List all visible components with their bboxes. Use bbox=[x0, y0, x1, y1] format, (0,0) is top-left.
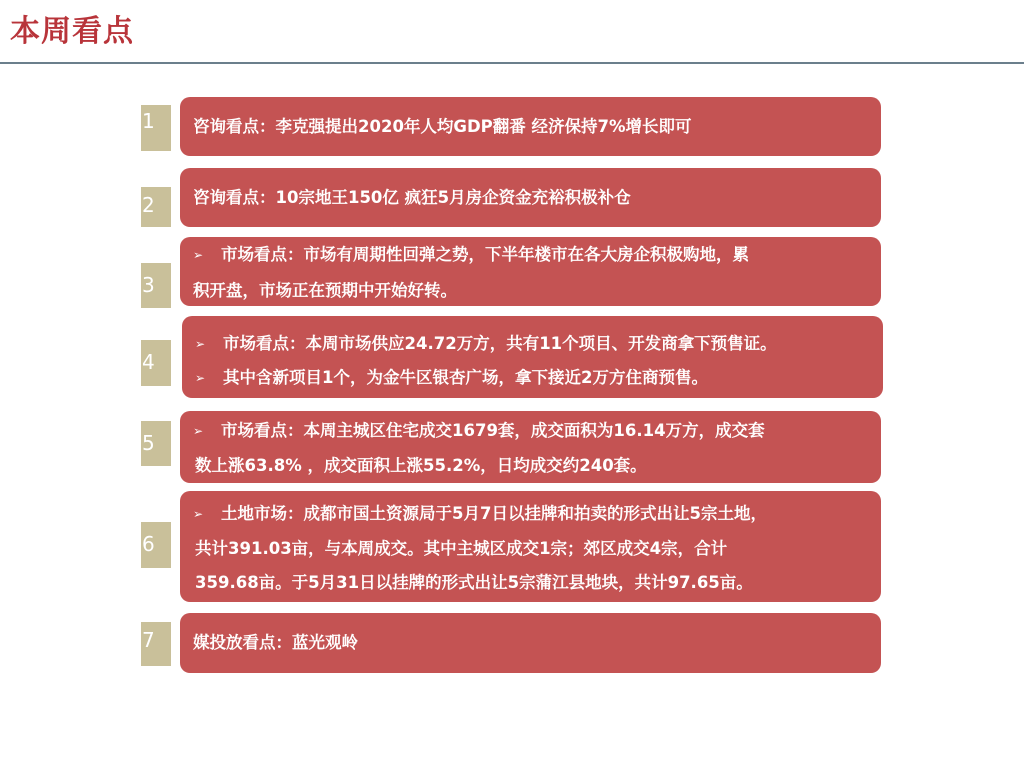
item-number-1: 1 bbox=[141, 105, 171, 151]
item-number-3: 3 bbox=[141, 263, 171, 308]
item-4-text-2: 其中含新项目1个，为金牛区银杏广场，拿下接近2万方住商预售。 bbox=[223, 368, 708, 387]
item-4-line-1 bbox=[195, 333, 877, 355]
item-number-6: 6 bbox=[141, 522, 171, 568]
title-divider bbox=[0, 62, 1024, 64]
bullet-arrow-icon: ➢ bbox=[193, 248, 204, 262]
item-3-line-1 bbox=[193, 244, 875, 266]
item-box-4 bbox=[182, 316, 883, 398]
item-6-text-1: 土地市场：成都市国土资源局于5月7日以挂牌和拍卖的形式出让5宗土地， bbox=[221, 504, 767, 523]
item-number-2: 2 bbox=[141, 187, 171, 227]
item-7-line-1: 媒投放看点：蓝光观岭 bbox=[193, 633, 358, 652]
bullet-arrow-icon: ➢ bbox=[193, 507, 204, 521]
bullet-arrow-icon: ➢ bbox=[195, 371, 206, 385]
item-6-line-3: 359.68亩。于5月31日以挂牌的形式出让5宗蒲江县地块，共计97.65亩。 bbox=[195, 573, 753, 592]
item-5-line-1 bbox=[193, 420, 875, 442]
item-box-3 bbox=[180, 237, 881, 306]
bullet-arrow-icon: ➢ bbox=[195, 337, 206, 351]
item-number-4: 4 bbox=[141, 340, 171, 386]
page-title: 本周看点 bbox=[10, 14, 134, 49]
item-1-line-1: 咨询看点：李克强提出2020年人均GDP翻番 经济保持7%增长即可 bbox=[193, 117, 692, 136]
item-box-7 bbox=[180, 613, 881, 673]
item-5-line-2: 数上涨63.8% ，成交面积上涨55.2%，日均成交约240套。 bbox=[195, 456, 647, 475]
item-5-text-1: 市场看点：本周主城区住宅成交1679套，成交面积为16.14万方，成交套 bbox=[221, 421, 765, 440]
item-box-2 bbox=[180, 168, 881, 227]
item-3-text-1: 市场看点：市场有周期性回弹之势，下半年楼市在各大房企积极购地，累 bbox=[221, 245, 749, 264]
item-4-text-1: 市场看点：本周市场供应24.72万方，共有11个项目、开发商拿下预售证。 bbox=[223, 334, 777, 353]
item-box-6 bbox=[180, 491, 881, 602]
item-2-line-1: 咨询看点：10宗地王150亿 疯狂5月房企资金充裕积极补仓 bbox=[193, 188, 631, 207]
item-3-line-2: 积开盘，市场正在预期中开始好转。 bbox=[193, 281, 457, 300]
item-number-5: 5 bbox=[141, 421, 171, 466]
item-4-line-2 bbox=[195, 367, 877, 389]
item-box-5 bbox=[180, 411, 881, 483]
item-box-1 bbox=[180, 97, 881, 156]
bullet-arrow-icon: ➢ bbox=[193, 424, 204, 438]
item-6-line-1 bbox=[193, 503, 875, 525]
item-number-7: 7 bbox=[141, 622, 171, 666]
item-6-line-2: 共计391.03亩，与本周成交。其中主城区成交1宗；郊区成交4宗，合计 bbox=[195, 539, 728, 558]
